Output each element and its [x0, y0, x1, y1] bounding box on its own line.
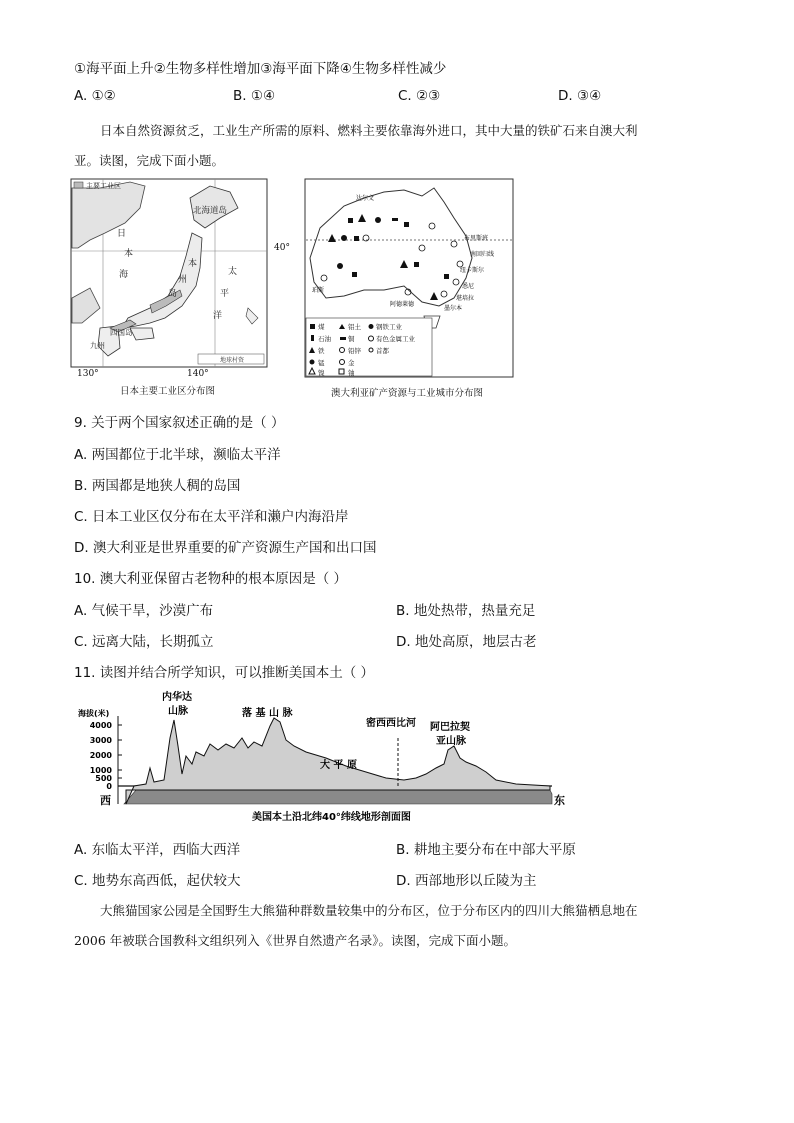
figure-caption: 美国本土沿北纬40°纬线地形剖面图 [252, 812, 411, 823]
option-c: C. 远离大陆，长期孤立 [74, 634, 214, 650]
lon-label: 130° [77, 369, 99, 379]
japan-industry-map [70, 178, 270, 368]
scale-label: 地球村资 [220, 357, 245, 364]
profile-label: 亚山脉 [436, 736, 466, 747]
map-label: 平 [220, 289, 230, 299]
option-b: B. 两国都是地狭人稠的岛国 [74, 478, 241, 494]
legend-label: 煤 [318, 323, 325, 331]
option-b: B. 耕地主要分布在中部大平原 [396, 842, 576, 858]
map-label: 日 [117, 229, 127, 239]
passage-line: 大熊猫国家公园是全国野生大熊猫种群数量较集中的分布区，位于分布区内的四川大熊猫栖息地在 [100, 903, 638, 918]
map-label: 海 [119, 270, 129, 280]
passage-line: 日本自然资源贫乏，工业生产所需的原料、燃料主要依靠海外进口，其中大量的铁矿石来自澳大利 [100, 123, 638, 138]
profile-label: 山脉 [168, 706, 188, 717]
option-d: D. 澳大利亚是世界重要的矿产资源生产国和出口国 [74, 540, 377, 556]
option-a: A. 两国都位于北半球，濒临太平洋 [74, 447, 281, 463]
y-tick: 4000 [89, 721, 112, 730]
profile-label: 密西西比河 [366, 718, 416, 729]
legend-label: 石油 [318, 335, 331, 343]
option-a: A. 东临太平洋，西临大西洋 [74, 842, 241, 858]
y-tick: 1000 [89, 766, 112, 775]
legend-label: 锰 [318, 359, 325, 367]
question-statement: ①海平面上升②生物多样性增加③海平面下降④生物多样性减少 [74, 61, 447, 77]
legend-label: 铜 [348, 335, 355, 343]
city-label: 布里斯班 [464, 235, 489, 242]
option-a: A. ①② [74, 88, 116, 104]
city-label: 珀斯 [312, 287, 325, 294]
profile-label: 大 平 原 [320, 760, 357, 771]
option-b: B. 地处热带，热量充足 [396, 603, 536, 619]
option-d: D. 地处高原，地层古老 [396, 634, 537, 650]
y-tick: 2000 [89, 751, 112, 760]
city-label: 达尔文 [356, 195, 375, 202]
lon-label: 140° [187, 369, 209, 379]
option-a: A. 气候干旱，沙漠广布 [74, 603, 214, 619]
y-tick: 0 [106, 782, 112, 791]
y-tick: 3000 [89, 736, 112, 745]
map-label: 北海道岛 [193, 206, 228, 216]
option-c: C. ②③ [398, 88, 441, 104]
y-tick: 500 [95, 774, 112, 783]
option-d: D. ③④ [558, 88, 602, 104]
map-label: 岛 [168, 289, 178, 299]
profile-label: 阿巴拉契 [430, 722, 470, 733]
legend-label: 首都 [376, 347, 389, 355]
question-stem: 11. 读图并结合所学知识，可以推断美国本土（ ） [74, 665, 375, 681]
profile-label: 内华达 [162, 692, 192, 703]
legend-label: 有色金属工业 [376, 335, 415, 343]
map-label: 洋 [213, 311, 223, 321]
city-label: 阿德莱德 [390, 301, 415, 308]
y-axis-title: 海拔(米) [78, 709, 110, 718]
passage-line: 2006 年被联合国教科文组织列入《世界自然遗产名录》。读图，完成下面小题。 [74, 933, 517, 948]
australia-resources-map [304, 178, 514, 378]
figure-caption: 日本主要工业区分布图 [120, 386, 216, 397]
lat-label: 40° [274, 243, 290, 253]
figure-caption: 澳大利亚矿产资源与工业城市分布图 [331, 388, 484, 399]
legend-label: 金 [348, 359, 355, 367]
map-label: 本 [124, 249, 134, 259]
city-label: 堪培拉 [456, 295, 475, 302]
option-b: B. ①④ [233, 88, 276, 104]
legend-label: 镍 [318, 369, 325, 377]
west-label: 西 [100, 794, 111, 807]
option-d: D. 西部地形以丘陵为主 [396, 873, 537, 889]
legend-label: 铀 [348, 369, 355, 377]
map-label: 太 [228, 267, 238, 277]
legend-label: 铅锌 [348, 347, 361, 355]
city-label: 墨尔本 [444, 305, 463, 312]
passage-line: 亚。读图，完成下面小题。 [74, 153, 225, 168]
city-label: 南回归线 [470, 251, 495, 258]
legend-label: 主要工业区 [86, 182, 121, 190]
east-label: 东 [554, 794, 565, 807]
map-label: 州 [178, 275, 188, 285]
map-label: 四国岛 [110, 328, 133, 337]
option-c: C. 日本工业区仅分布在太平洋和濑户内海沿岸 [74, 509, 349, 525]
map-label: 九州 [90, 341, 105, 350]
option-c: C. 地势东高西低，起伏较大 [74, 873, 241, 889]
question-stem: 9. 关于两个国家叙述正确的是（ ） [74, 415, 285, 431]
map-label: 本 [188, 259, 198, 269]
legend-label: 铝土 [348, 323, 361, 331]
city-label: 悉尼 [462, 283, 475, 290]
terrain-profile [76, 686, 576, 826]
question-stem: 10. 澳大利亚保留古老物种的根本原因是（ ） [74, 571, 348, 587]
profile-label: 落 基 山 脉 [242, 708, 293, 719]
legend-label: 钢铁工业 [376, 323, 402, 331]
legend-label: 铁 [318, 347, 325, 355]
city-label: 纽卡斯尔 [460, 267, 485, 274]
